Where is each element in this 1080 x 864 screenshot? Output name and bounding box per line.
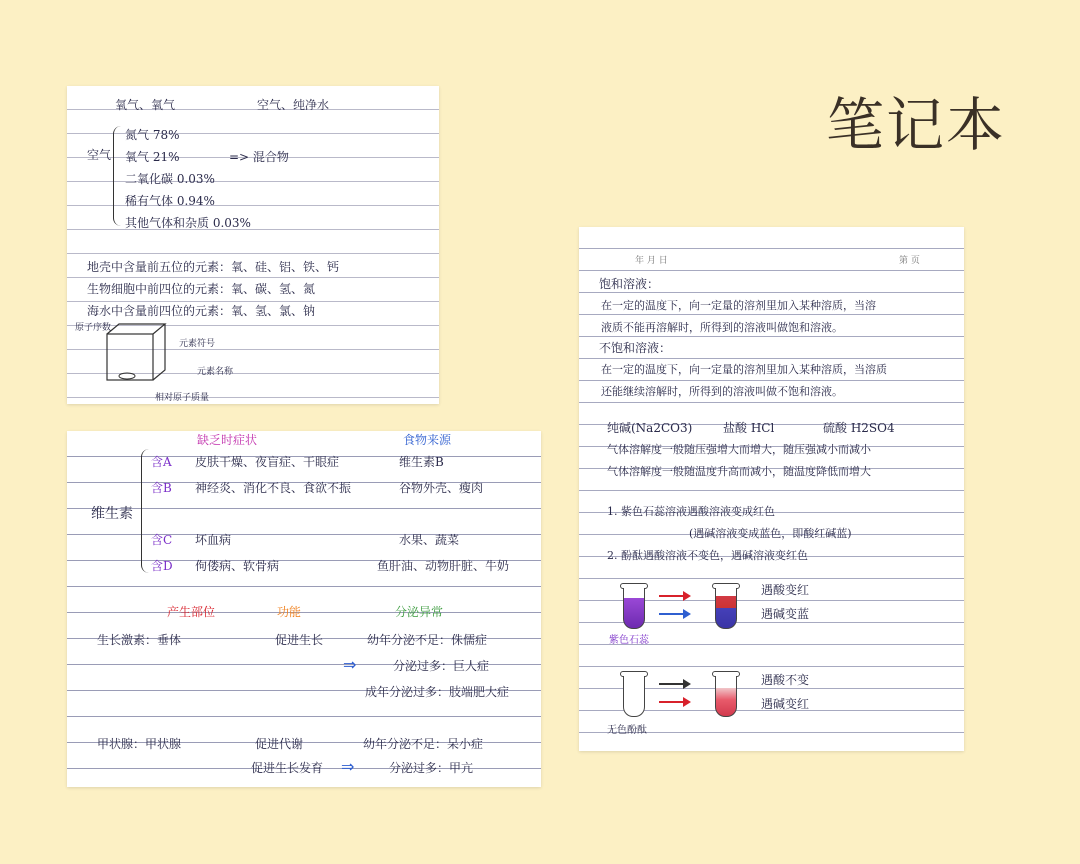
vitamin-a-source: 维生素B bbox=[399, 455, 444, 469]
air-label: 空气 bbox=[87, 148, 112, 162]
arrow-icon bbox=[659, 701, 689, 703]
thyroid-abnormal-2: 分泌过多：甲亢 bbox=[389, 761, 474, 775]
test-tube-icon bbox=[715, 588, 737, 629]
cell-elements-line: 生物细胞中前四位的元素：氧、碳、氢、氮 bbox=[87, 282, 316, 296]
arrow-icon bbox=[659, 683, 689, 685]
note-image-elements bbox=[67, 86, 439, 404]
thyroid-function-1: 促进代谢 bbox=[255, 737, 304, 751]
vitamin-brace bbox=[141, 449, 150, 573]
indicator-rule-1: 1. 紫色石蕊溶液遇酸溶液变成红色 bbox=[607, 505, 775, 518]
vitamin-label: 维生素 bbox=[91, 506, 133, 522]
exp1-acid-result: 遇酸变红 bbox=[761, 583, 810, 597]
page-header-date: 年 月 日 bbox=[633, 253, 670, 266]
note1-top-partial: 氧气、氧气 bbox=[115, 98, 176, 112]
exp2-acid-result: 遇酸不变 bbox=[761, 673, 810, 687]
saturated-text-2: 液质不能再溶解时，所得到的溶液叫做饱和溶液。 bbox=[601, 321, 843, 334]
air-item-5: 其他气体和杂质 0.03% bbox=[125, 216, 251, 230]
arrow-icon: ⇒ bbox=[343, 655, 357, 674]
diagram-label-number: 原子序数 bbox=[75, 323, 112, 333]
gas-temperature-rule: 气体溶解度一般随温度升高而减小，随温度降低而增大 bbox=[607, 465, 871, 478]
header-abnormal: 分泌异常 bbox=[395, 605, 444, 619]
compound-soda: 纯碱(Na2CO3) bbox=[607, 421, 693, 435]
diagram-label-symbol: 元素符号 bbox=[179, 339, 216, 349]
vitamin-c-item: 含C bbox=[151, 533, 173, 547]
page-title: 笔记本 bbox=[826, 91, 1007, 159]
saturated-title: 饱和溶液： bbox=[599, 277, 660, 291]
air-note: => 混合物 bbox=[229, 150, 289, 164]
indicator-rule-2: 2. 酚酞遇酸溶液不变色，遇碱溶液变红色 bbox=[607, 549, 808, 562]
compound-h2so4: 硫酸 H2SO4 bbox=[823, 421, 895, 435]
page-header-page: 第 页 bbox=[897, 253, 922, 266]
header-function: 功能 bbox=[277, 605, 302, 619]
note1-top-right: 空气、纯净水 bbox=[257, 98, 330, 112]
gas-pressure-rule: 气体溶解度一般随压强增大而增大，随压强减小而减小 bbox=[607, 443, 871, 456]
test-tube-icon bbox=[715, 676, 737, 717]
thyroid-function-2: 促进生长发育 bbox=[251, 761, 324, 775]
air-item-4: 稀有气体 0.94% bbox=[125, 194, 215, 208]
diagram-label-mass: 相对原子质量 bbox=[155, 393, 210, 403]
vitamin-d-symptom: 佝偻病、软骨病 bbox=[195, 559, 280, 573]
unsaturated-text-1: 在一定的温度下，向一定量的溶剂里加入某种溶质，当溶质 bbox=[601, 363, 887, 376]
arrow-icon bbox=[659, 595, 689, 597]
unsaturated-title: 不饱和溶液： bbox=[599, 341, 672, 355]
air-brace bbox=[113, 126, 122, 226]
exp2-base-result: 遇碱变红 bbox=[761, 697, 810, 711]
test-tube-icon bbox=[623, 676, 645, 717]
compound-hcl: 盐酸 HCl bbox=[723, 421, 775, 435]
unsaturated-text-2: 还能继续溶解时，所得到的溶液叫做不饱和溶液。 bbox=[601, 385, 843, 398]
air-item-3: 二氧化碳 0.03% bbox=[125, 172, 215, 186]
header-source: 食物来源 bbox=[403, 433, 452, 447]
exp1-label: 紫色石蕊 bbox=[609, 635, 649, 646]
indicator-rule-1b: (遇碱溶液变成蓝色，即酸红碱蓝) bbox=[689, 527, 852, 540]
exp2-label: 无色酚酞 bbox=[607, 725, 647, 736]
sea-elements-line: 海水中含量前四位的元素：氧、氢、氯、钠 bbox=[87, 304, 316, 318]
growth-hormone-function: 促进生长 bbox=[275, 633, 324, 647]
note-image-vitamins bbox=[67, 431, 541, 787]
air-item-2: 氧气 21% bbox=[125, 150, 180, 164]
arrow-icon bbox=[659, 613, 689, 615]
growth-abnormal-1: 幼年分泌不足：侏儒症 bbox=[367, 633, 488, 647]
diagram-label-name: 元素名称 bbox=[197, 367, 234, 377]
growth-hormone-label: 生长激素：垂体 bbox=[97, 633, 182, 647]
vitamin-b-source: 谷物外壳、瘦肉 bbox=[399, 481, 484, 495]
vitamin-a-item: 含A bbox=[151, 455, 172, 469]
arrow-icon: ⇒ bbox=[341, 757, 355, 776]
vitamin-a-symptom: 皮肤干燥、夜盲症、干眼症 bbox=[195, 455, 340, 469]
vitamin-b-symptom: 神经炎、消化不良、食欲不振 bbox=[195, 481, 352, 495]
header-origin: 产生部位 bbox=[167, 605, 216, 619]
vitamin-d-item: 含D bbox=[151, 559, 173, 573]
header-symptom: 缺乏时症状 bbox=[197, 433, 258, 447]
air-item-1: 氮气 78% bbox=[125, 128, 180, 142]
vitamin-d-source: 鱼肝油、动物肝脏、牛奶 bbox=[377, 559, 510, 573]
growth-abnormal-3: 成年分泌过多：肢端肥大症 bbox=[365, 685, 510, 699]
vitamin-c-source: 水果、蔬菜 bbox=[399, 533, 460, 547]
thyroid-abnormal-1: 幼年分泌不足：呆小症 bbox=[363, 737, 484, 751]
test-tube-icon bbox=[623, 588, 645, 629]
growth-abnormal-2: 分泌过多：巨人症 bbox=[393, 659, 490, 673]
saturated-text-1: 在一定的温度下，向一定量的溶剂里加入某种溶质，当溶 bbox=[601, 299, 876, 312]
vitamin-b-item: 含B bbox=[151, 481, 172, 495]
note-image-solutions bbox=[579, 227, 964, 751]
vitamin-c-symptom: 坏血病 bbox=[195, 533, 232, 547]
crust-elements-line: 地壳中含量前五位的元素：氧、硅、铝、铁、钙 bbox=[87, 260, 340, 274]
thyroid-label: 甲状腺：甲状腺 bbox=[97, 737, 182, 751]
exp1-base-result: 遇碱变蓝 bbox=[761, 607, 810, 621]
